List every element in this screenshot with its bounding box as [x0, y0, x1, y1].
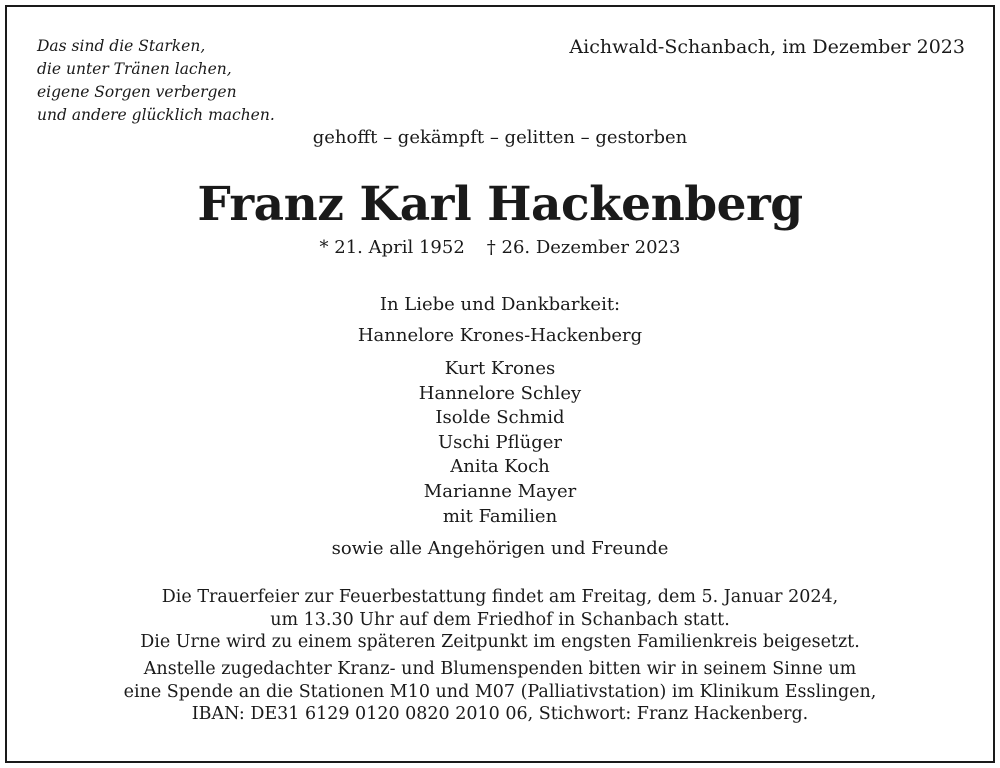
service-line: um 13.30 Uhr auf dem Friedhof in Schanbach statt. [270, 609, 730, 630]
family-member: Uschi Pflüger [437, 431, 563, 453]
donation-line: IBAN: DE31 6129 0120 0820 2010 06, Stichwort: Franz Hackenberg. [191, 704, 809, 724]
poem [37, 35, 275, 127]
poem-line: Das sind die Starken, [37, 37, 206, 55]
donation-line: Anstelle zugedachter Kranz- und Blumenspenden bitten wir in seinem Sinne um [143, 659, 857, 679]
service-line: Die Urne wird zu einem späteren Zeitpunkt im engsten Familienkreis beigesetzt. [140, 632, 860, 652]
motto: gehofft – gekämpft – gelitten – gestorben [312, 127, 688, 148]
family-member: Isolde Schmid [435, 407, 565, 429]
family-member: Anita Koch [450, 456, 550, 478]
poem-line: und andere glücklich machen. [37, 106, 275, 124]
spouse-name: Hannelore Krones-Hackenberg [357, 325, 643, 346]
donation-info [7, 658, 993, 726]
family-member: mit Familien [442, 505, 558, 527]
donation-line: eine Spende an die Stationen M10 und M07 (Palliativstation) im Klinikum Esslingen, [123, 681, 877, 702]
obituary-notice [5, 5, 995, 763]
poem-line: die unter Tränen lachen, [37, 60, 232, 78]
poem-line: eigene Sorgen verbergen [37, 83, 237, 101]
service-line: Die Trauerfeier zur Feuerbestattung findet am Freitag, dem 5. Januar 2024, [161, 587, 839, 607]
death-date: † 26. Dezember 2023 [486, 237, 681, 258]
family-list [7, 357, 993, 529]
other-mourners: sowie alle Angehörigen und Freunde [331, 538, 669, 559]
birth-date: * 21. April 1952 [319, 237, 465, 258]
life-dates [7, 236, 993, 260]
mourners-intro: In Liebe und Dankbarkeit: [379, 294, 621, 315]
deceased-name: Franz Karl Hackenberg [197, 177, 803, 232]
family-member: Kurt Krones [444, 358, 556, 379]
place-date: Aichwald-Schanbach, im Dezember 2023 [569, 36, 965, 58]
family-member: Hannelore Schley [418, 382, 582, 404]
family-member: Marianne Mayer [423, 480, 577, 502]
service-info [7, 586, 993, 654]
